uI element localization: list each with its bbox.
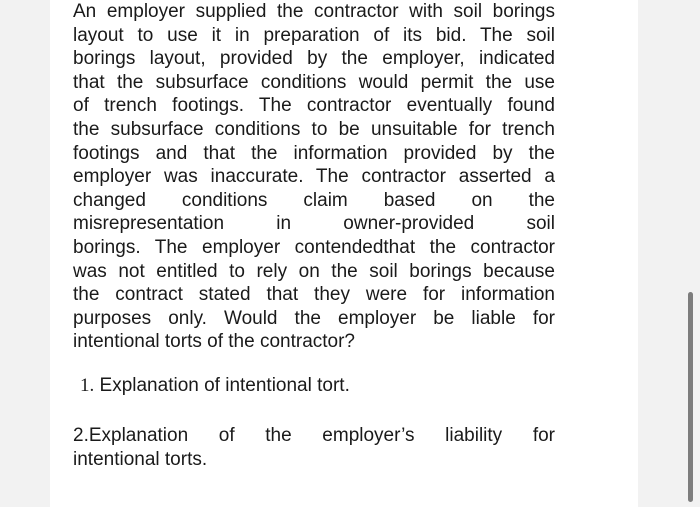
question-line: of trench footings. The contractor eventually found	[73, 95, 555, 117]
list-item-number: 1.	[80, 375, 95, 396]
question-line: borings layout, provided by the employer, indicated	[73, 48, 555, 70]
question-line: the subsurface conditions to be unsuitable for trench	[73, 118, 555, 140]
question-paragraph	[73, 0, 555, 354]
list-item-text: Explanation of intentional tort.	[94, 375, 350, 396]
question-line: borings. The employer contendedthat the contractor	[73, 236, 555, 258]
list-item-line: 2.Explanation of the employer’s liability for	[73, 425, 555, 446]
question-line: misrepresentation in owner-provided soil	[73, 213, 555, 235]
question-line: purposes only. Would the employer be liable for	[73, 307, 555, 329]
list-item-2	[73, 424, 555, 471]
question-line: the contract stated that they were for information	[73, 284, 555, 306]
question-line: footings and that the information provided by the	[73, 142, 555, 164]
list-item-line: intentional torts.	[73, 448, 208, 470]
vertical-scrollbar[interactable]	[688, 292, 693, 502]
question-line: An employer supplied the contractor with soil borings	[73, 1, 555, 22]
list-item-1	[80, 374, 350, 398]
question-line: layout to use it in preparation of its bid. The soil	[73, 24, 555, 46]
question-line: intentional torts of the contractor?	[73, 331, 355, 353]
question-line: changed conditions claim based on the	[73, 189, 555, 211]
question-line: employer was inaccurate. The contractor asserted a	[73, 166, 555, 188]
question-line: was not entitled to rely on the soil borings because	[73, 260, 555, 282]
question-line: that the subsurface conditions would permit the use	[73, 71, 555, 93]
